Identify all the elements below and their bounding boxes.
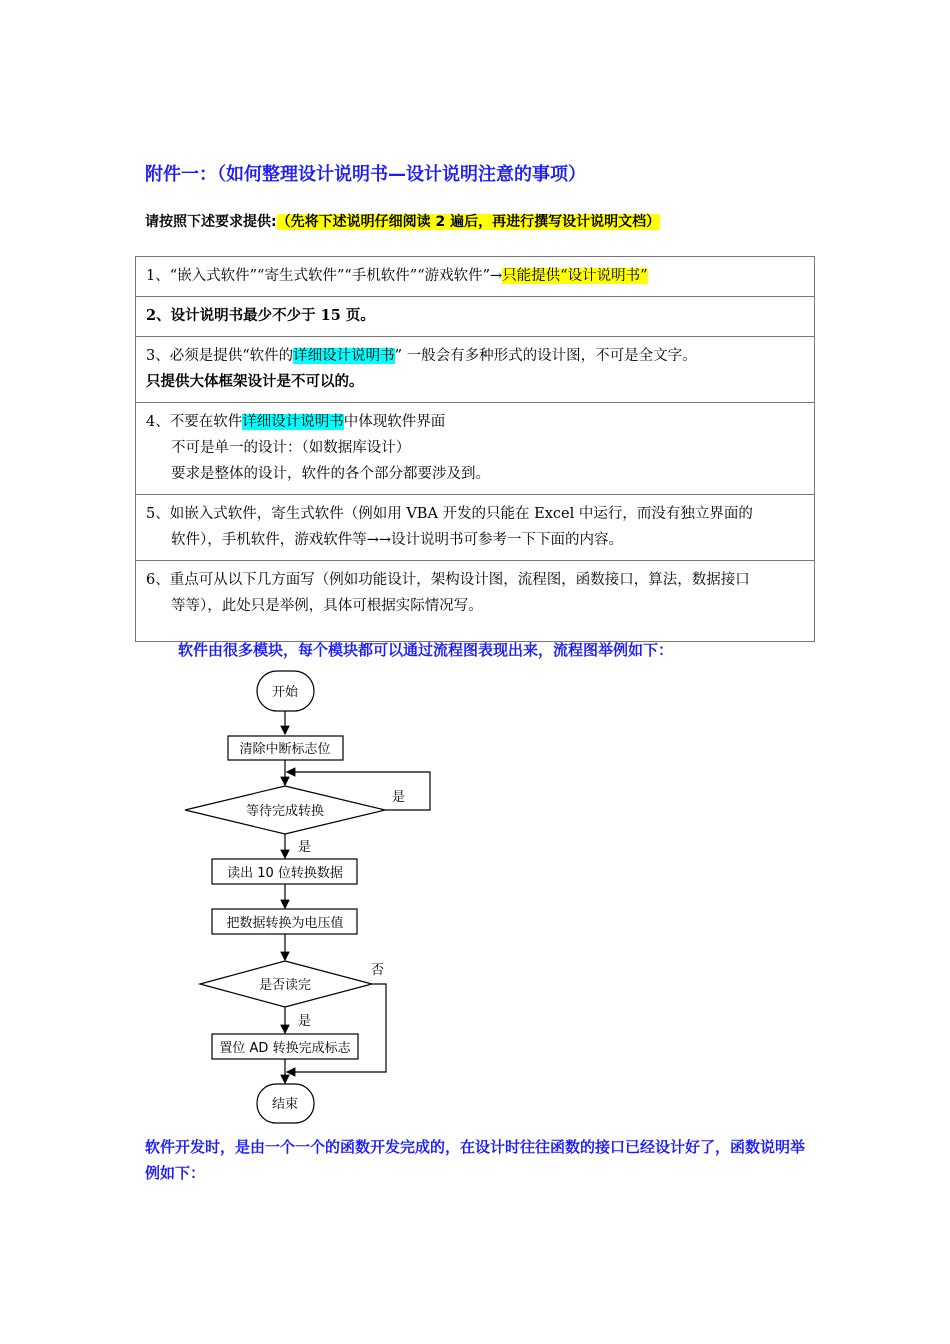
page-title: 附件一：（如何整理设计说明书—设计说明注意的事项） <box>145 164 586 185</box>
row-4-highlight: 详细设计说明书 <box>242 414 344 430</box>
row-4-post: 中体现软件界面 <box>343 414 446 430</box>
wait-label: 等待完成转换 <box>245 804 325 819</box>
row-3-highlight: 详细设计说明书 <box>293 348 395 364</box>
read-label: 读出 10 位转换数据 <box>227 866 343 881</box>
row-1-text: 1、“嵌入式软件”“寄生式软件”“手机软件”“游戏软件”→ <box>146 268 503 284</box>
row-4-pre: 4、不要在软件 <box>146 414 243 430</box>
row-3-pre: 3、必须是提供“软件的 <box>146 348 294 364</box>
yes-label-1: 是 <box>298 840 312 855</box>
row-3-bold-line: 只提供大体框架设计是不可以的。 <box>146 373 364 390</box>
row-6-line-1: 6、重点可从以下几方面写（例如功能设计，架构设计图，流程图，函数接口，算法，数据接口 <box>146 572 750 588</box>
requirement-highlight: （先将下述说明仔细阅读 2 遍后，再进行撰写设计说明文档） <box>276 214 661 230</box>
row-1-highlight: 只能提供“设计说明书” <box>502 268 648 284</box>
no-label: 否 <box>371 963 385 978</box>
end-label: 结束 <box>271 1097 299 1112</box>
start-label: 开始 <box>271 685 299 700</box>
loop-yes-label: 是 <box>392 790 406 805</box>
done-check-label: 是否读完 <box>258 978 312 993</box>
row-2-text: 2、设计说明书最少不少于 15 页。 <box>146 307 375 324</box>
yes-label-2: 是 <box>298 1014 312 1029</box>
row-5-line-2: 软件），手机软件，游戏软件等→→设计说明书可参考一下下面的内容。 <box>171 532 624 548</box>
function-caption: 软件开发时，是由一个一个的函数开发完成的，在设计时往往函数的接口已经设计好了，函数说明举例如下： <box>145 1138 806 1182</box>
requirement-prefix: 请按照下述要求提供: <box>145 214 277 230</box>
convert-label: 把数据转换为电压值 <box>226 916 344 931</box>
row-5-line-1: 5、如嵌入式软件，寄生式软件（例如用 VBA 开发的只能在 Excel 中运行，而没有独立界面的 <box>146 506 753 522</box>
row-4-line-2: 不可是单一的设计：（如数据库设计） <box>171 440 411 456</box>
set-flag-label: 置位 AD 转换完成标志 <box>219 1041 351 1056</box>
row-4-line-3: 要求是整体的设计，软件的各个部分都要涉及到。 <box>171 466 490 482</box>
clear-label: 清除中断标志位 <box>239 742 331 757</box>
row-3-post: ” 一般会有多种形式的设计图，不可是全文字。 <box>394 348 697 364</box>
flowchart-caption: 软件由很多模块，每个模块都可以通过流程图表现出来，流程图举例如下： <box>178 641 674 659</box>
row-6-line-2: 等等），此处只是举例，具体可根据实际情况写。 <box>171 598 483 614</box>
